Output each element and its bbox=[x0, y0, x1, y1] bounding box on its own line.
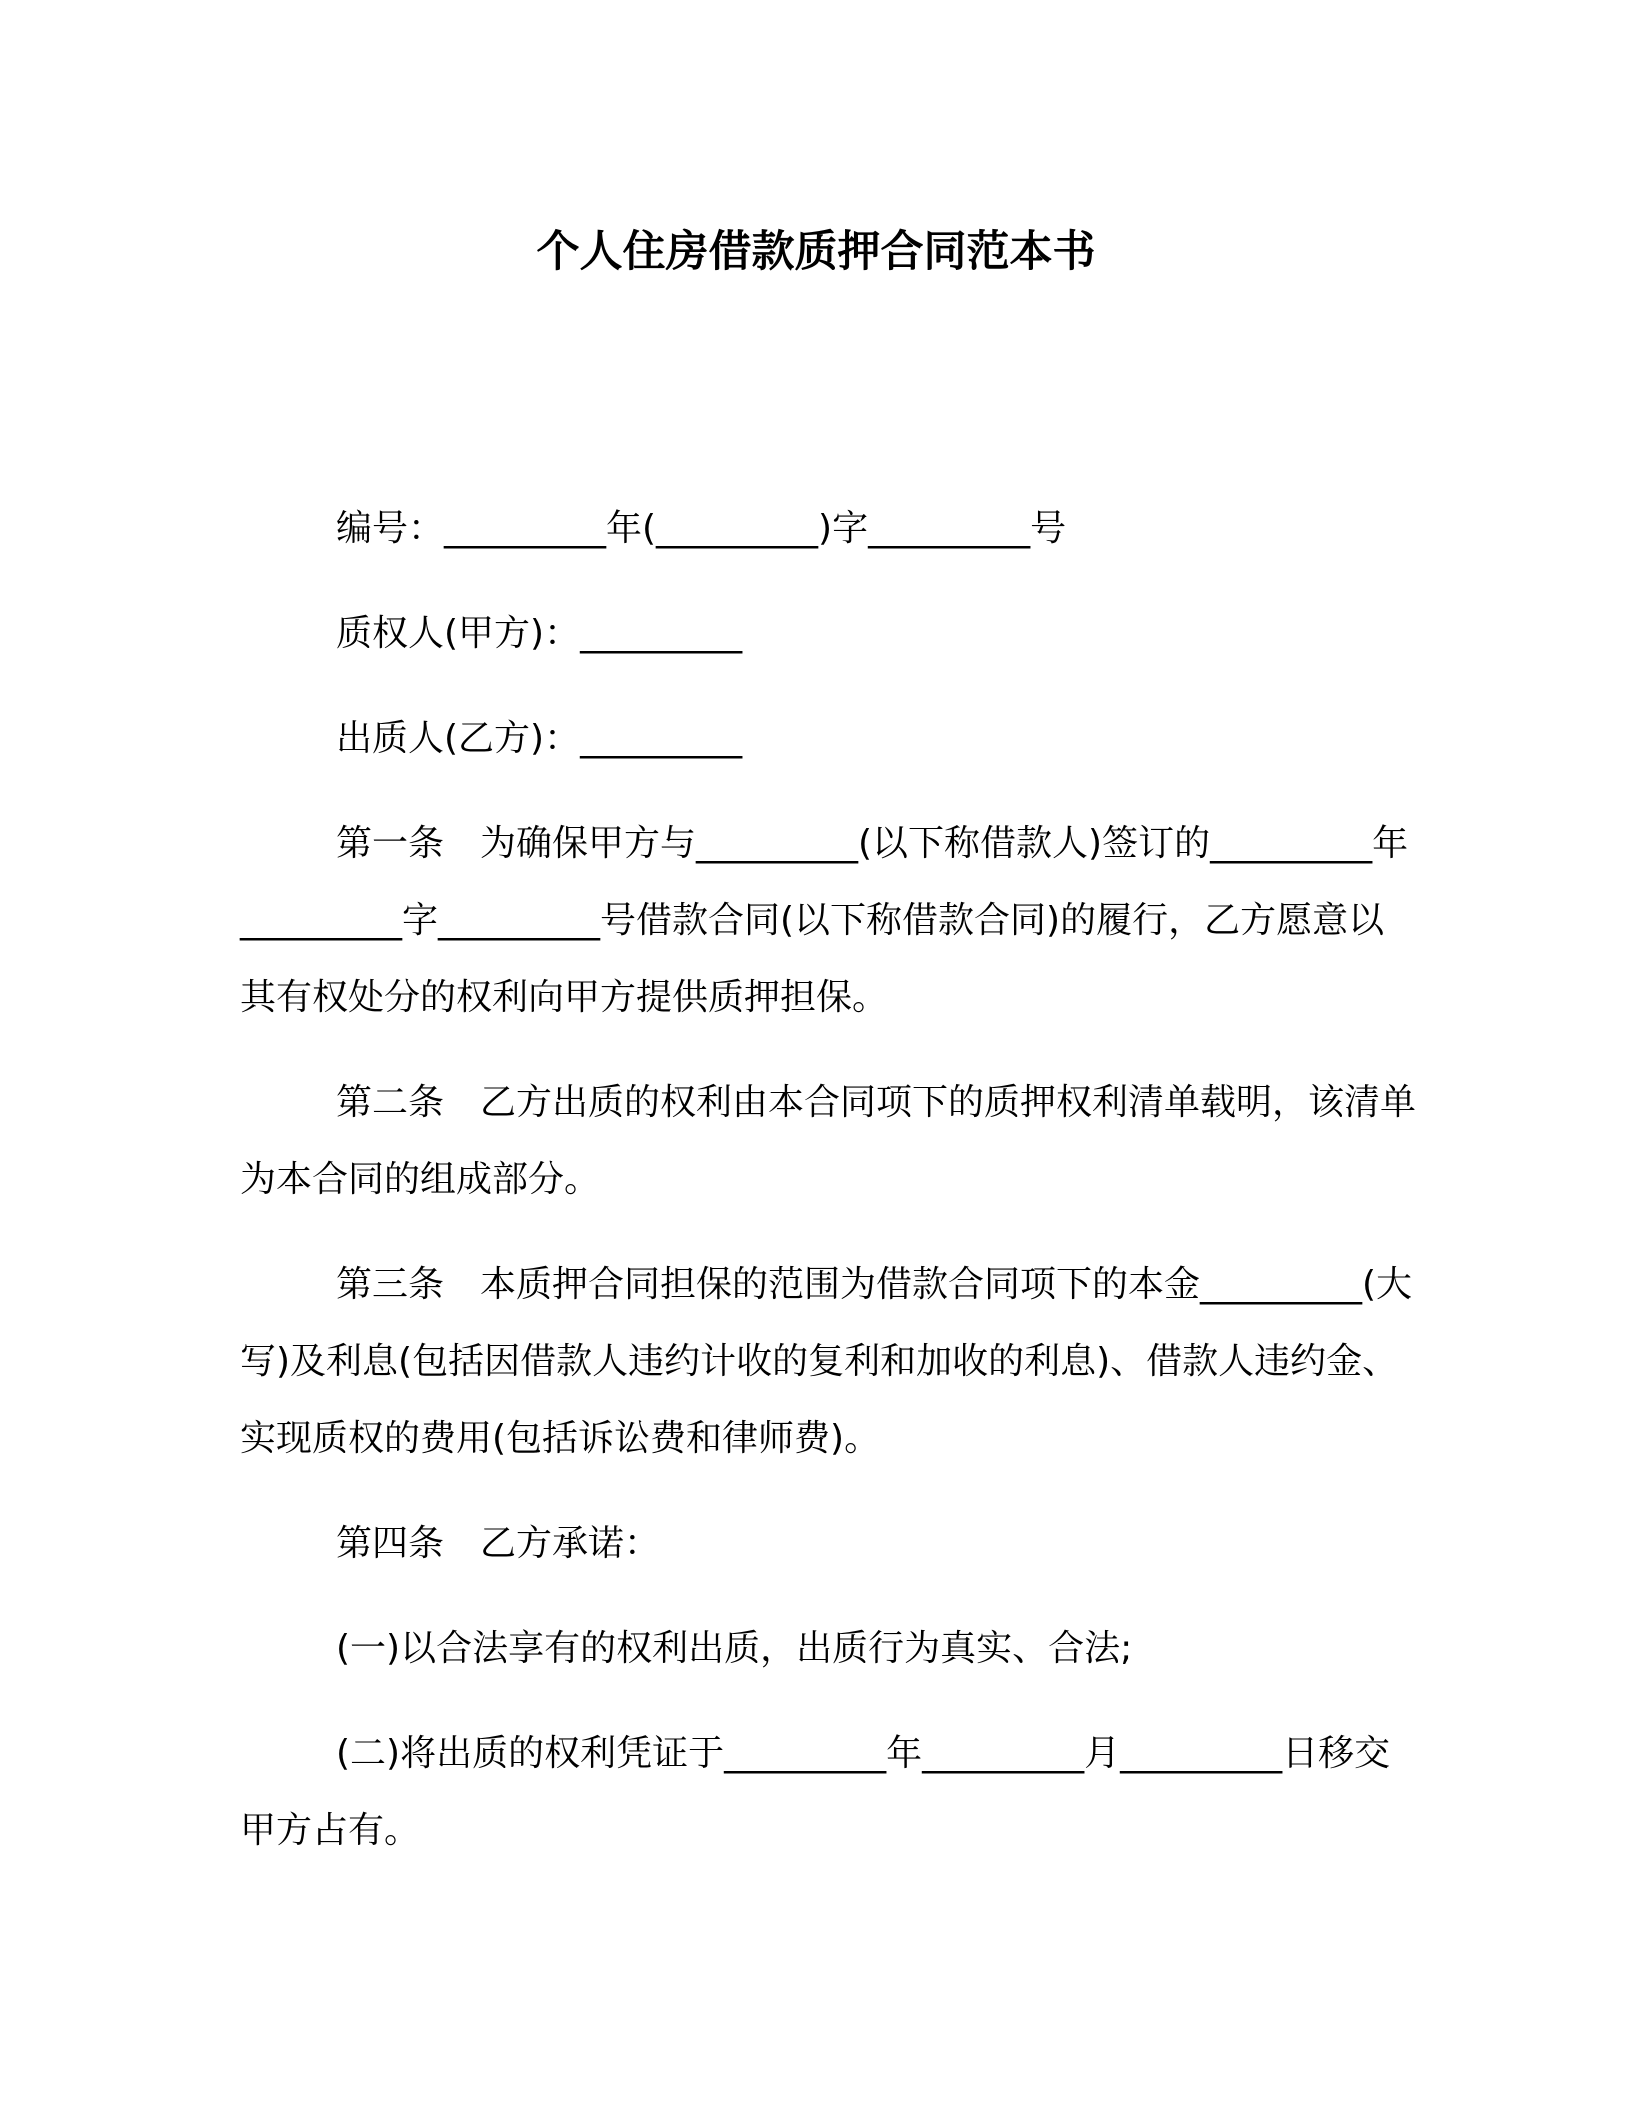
article-4-item-1: (一)以合法享有的权利出质，出质行为真实、合法; bbox=[336, 1628, 1133, 1669]
article-4-item-2: (二)将出质的权利凭证于_________年_________月_________日移交甲方占有。 bbox=[240, 1733, 1391, 1851]
article-3: 第三条 本质押合同担保的范围为借款合同项下的本金_________(大写)及利息(包括因借款人违约计收的复利和加收的利息)、借款人违约金、实现质权的费用(包括诉讼费和律师费)。 bbox=[240, 1264, 1413, 1459]
article-2: 第二条 乙方出质的权利由本合同项下的质押权利清单载明，该清单为本合同的组成部分。 bbox=[240, 1082, 1417, 1200]
article-1: 第一条 为确保甲方与_________(以下称借款人)签订的_________年_________字_________号借款合同(以下称借款合同)的履行，乙方愿意以其有权处分的权利向甲方提供质押担保。 bbox=[240, 823, 1409, 1018]
document-title: 个人住房借款质押合同范本书 bbox=[536, 227, 1096, 277]
pledgor-line: 出质人(乙方)：_________ bbox=[336, 718, 743, 759]
pledgee-line: 质权人(甲方)：_________ bbox=[336, 613, 743, 654]
document-body bbox=[240, 490, 1420, 1869]
article-4: 第四条 乙方承诺： bbox=[336, 1523, 661, 1564]
contract-number-line: 编号：_________年(_________)字_________号 bbox=[336, 508, 1067, 549]
